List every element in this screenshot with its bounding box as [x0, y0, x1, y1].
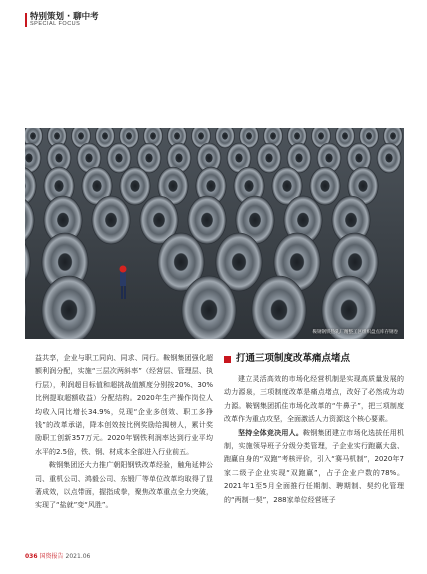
steel-coil	[42, 276, 96, 339]
steel-coil	[215, 128, 234, 148]
right-paragraph-1: 建立灵活高效的市场化经营机制是实现高质量发展的动力源泉，三项制度改革是痛点堵点，改好了必然成为动力源。鞍钢集团抓住市场化改革的“牛鼻子”，把三项制度改革作为重点攻坚，全面激活人力资源这个核心要素。	[224, 375, 404, 424]
left-column	[35, 352, 213, 513]
right-paragraph-2-lead: 坚持全体竞决用人。	[238, 428, 304, 437]
header-title: 特别策划 · 聊中考	[30, 12, 99, 22]
left-paragraph-2: 鞍钢集团还大力推广朝阳钢铁改革经验，触角延伸公司、重机公司、鸿毅公司、东锻厂等单位改革均取得了显著成效，以点带面，握指成拳，聚焦改革重点全力突破，实现了“盐就”变“风胜”。	[35, 461, 213, 510]
steel-coil	[92, 196, 130, 244]
magazine-name: 国资报告	[39, 553, 64, 560]
page-footer	[25, 551, 90, 560]
right-paragraph-2	[224, 427, 404, 507]
issue-date: 2021.06	[65, 553, 91, 560]
header-subtitle: SPECIAL FOCUS	[30, 21, 81, 27]
right-paragraph-2-body: 鞍钢集团建立市场化选拔任用机制，实施领导班子分级分类管理，子企业实行跑赢大盘、跑赢自身的“双跑”考核评价，引入“赛马机制”，2020年7家二级子企业实现“双跑赢”，占子企业户数的78%。2021年1至5月全面推行任期制、聘期制、契约化管理的“两制一契”，288家单位经营班子	[224, 428, 405, 504]
steel-coil	[335, 128, 354, 148]
page-number: 036	[25, 553, 38, 560]
left-paragraph-1: 益共享，企业与职工同向、同求、同行。鞍钢集团强化超额利润分配，实施“三层次两斜率”（经营层、管理层、执行层），利润超目标值和超挑战值额度分别按20%、30%比例提取超额收益）分配结构。2020年生产操作岗位人均收入同比增长34.9%，兑现“企业多创效、职工多挣钱”的改革承诺，降本创效按比例奖励给揭榜人，累计奖励职工创新357万元。2020年钢铁利润率达到行业平均水平的2.5倍，铁、钢、材成本全部进入行业前五。	[35, 354, 213, 456]
section-heading	[224, 352, 404, 368]
steel-coil	[107, 143, 131, 173]
steel-coils-photo	[25, 128, 404, 339]
section-title: 打通三项制度改革痛点堵点	[236, 353, 351, 364]
steel-coil	[182, 276, 236, 339]
steel-coil	[257, 143, 281, 173]
steel-coil	[377, 143, 401, 173]
steel-coil	[310, 167, 340, 205]
photo-caption: 鞍钢钢铁热轧厂精整工区组织盘点库存钢卷	[312, 330, 398, 335]
steel-coil	[188, 196, 226, 244]
steel-coil	[95, 128, 114, 148]
steel-coil	[252, 276, 306, 339]
header-accent-bar	[25, 13, 27, 27]
steel-coils-illustration	[25, 128, 404, 339]
steel-coil	[120, 167, 150, 205]
section-marker-icon	[224, 356, 231, 363]
right-column	[224, 352, 404, 507]
